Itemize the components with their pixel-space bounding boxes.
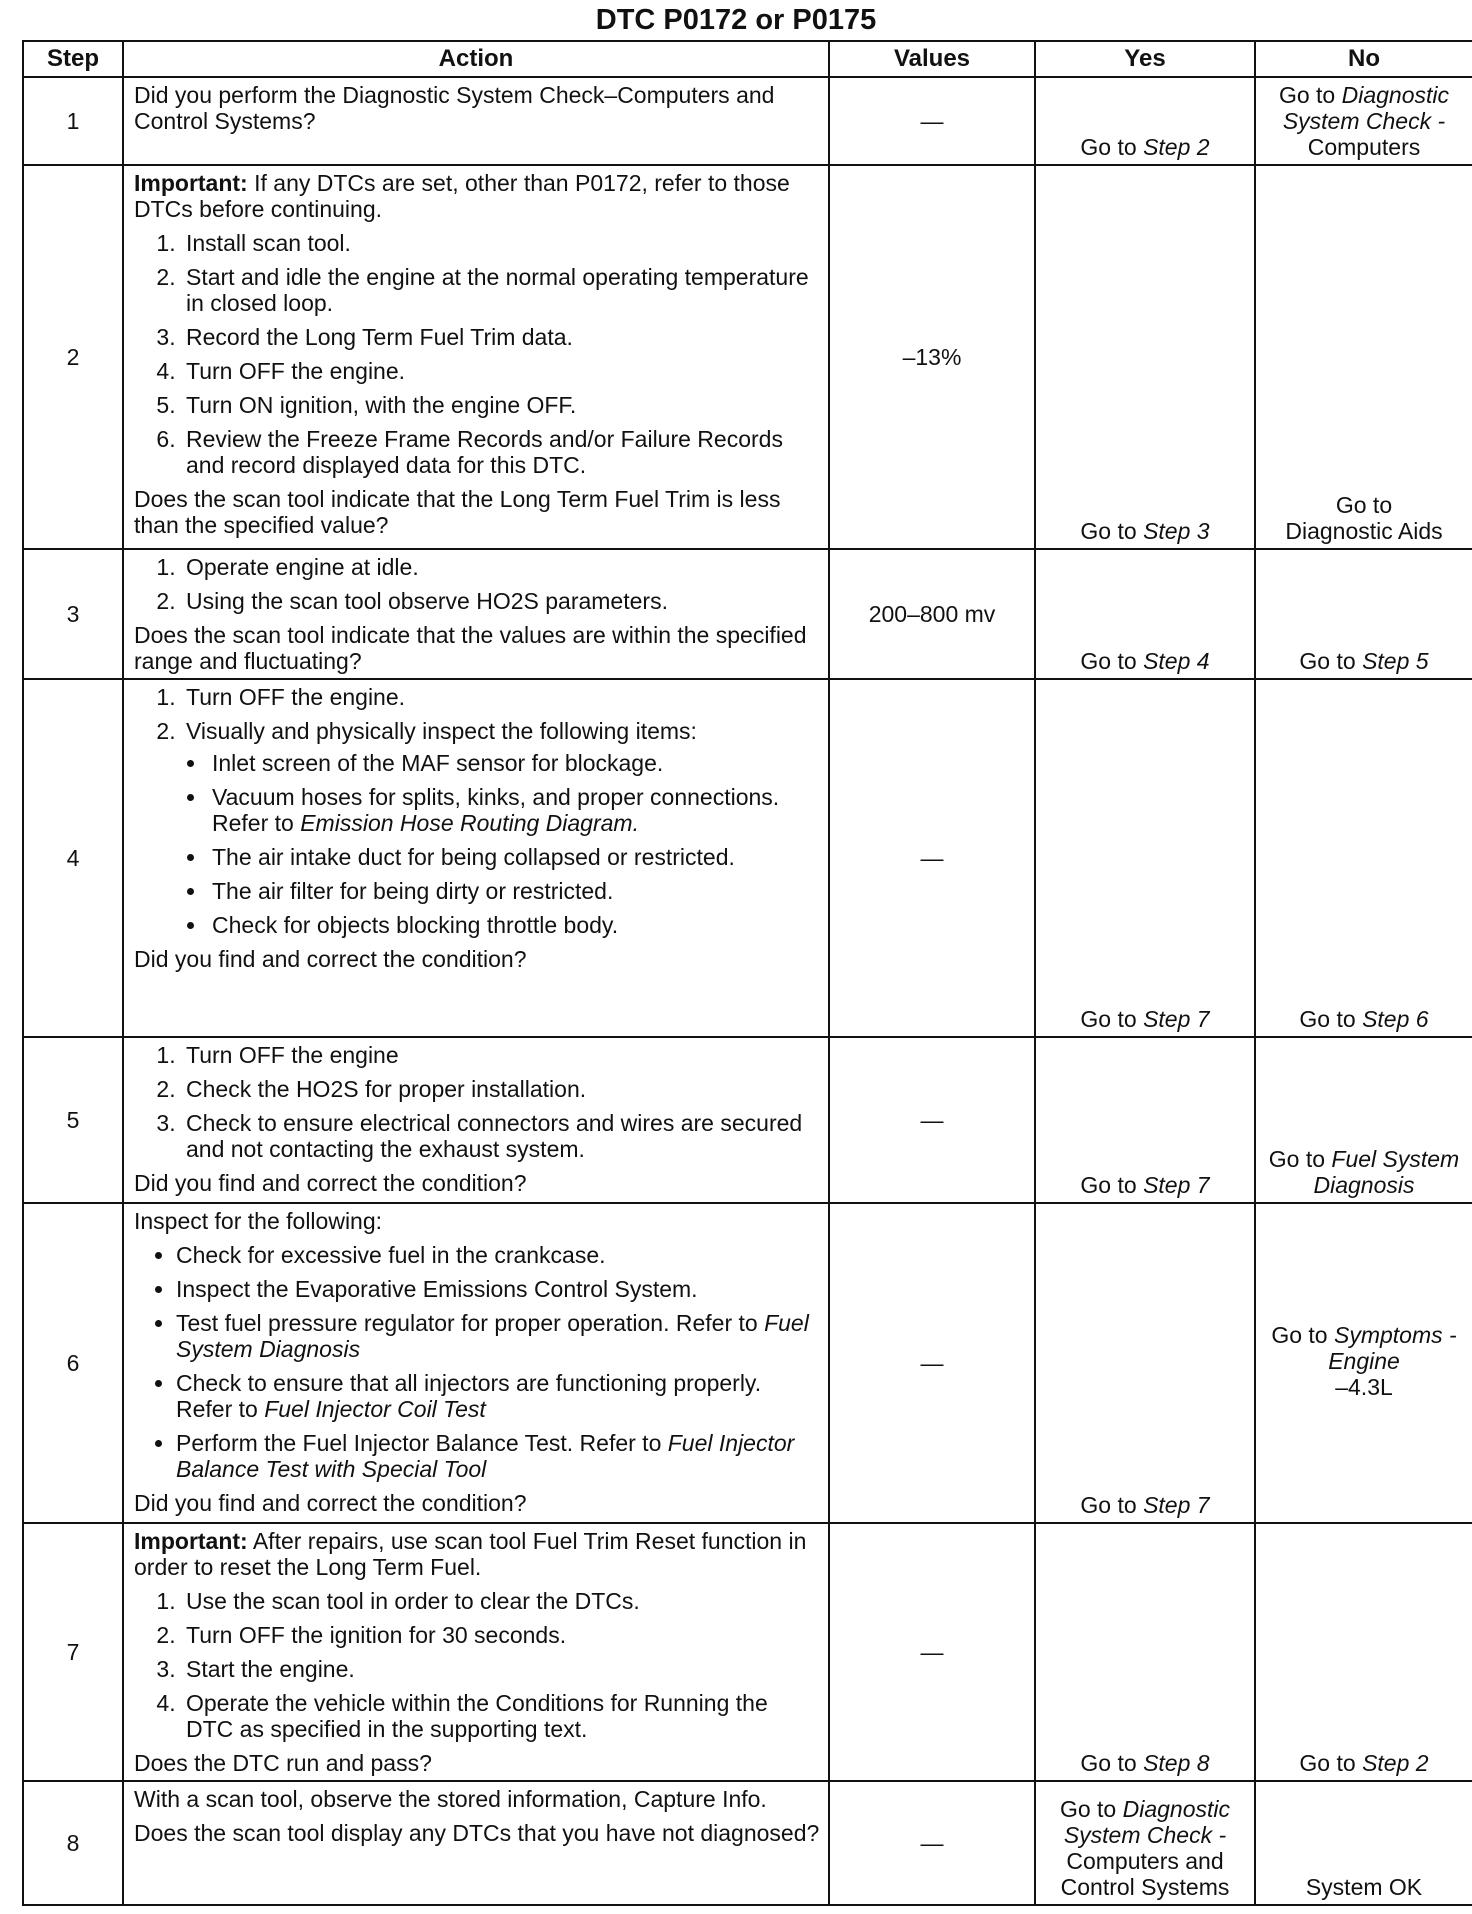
table-row [23, 1781, 1472, 1905]
bullet-item: • Check for objects blocking throttle body. [208, 912, 820, 938]
value-cell: — [829, 77, 1035, 165]
link-tail: Computers and Control Systems [1060, 1848, 1230, 1900]
bullet-text: Test fuel pressure regulator for proper operation. Refer to [176, 1310, 758, 1336]
diagnostic-system-check-link[interactable]: Diagnostic System Check - [1282, 82, 1450, 134]
step-link[interactable]: Step 5 [1362, 648, 1429, 674]
action-question: Did you find and correct the condition? [134, 1490, 527, 1516]
step-number: 6 [23, 1203, 123, 1523]
go-to-label: Go to [1299, 648, 1356, 674]
go-to-label: Go to [1080, 134, 1137, 160]
header-step: Step [23, 41, 123, 77]
list-item-text: Visually and physically inspect the following items: [186, 718, 697, 744]
step-link[interactable]: Step 7 [1143, 1172, 1210, 1198]
list-item: 2. Check the HO2S for proper installation. [182, 1076, 820, 1102]
bullet-item [176, 1310, 820, 1362]
go-to-label: Go to [1080, 518, 1137, 544]
list-item: 3. Check to ensure electrical connectors and wires are secured and not contacting the exhaust system. [182, 1110, 820, 1162]
yes-cell [1035, 1037, 1255, 1203]
list-item: 3. Record the Long Term Fuel Trim data. [182, 324, 820, 350]
list-item: 2. Using the scan tool observe HO2S parameters. [182, 588, 820, 614]
action-cell [123, 1203, 829, 1523]
action-text: With a scan tool, observe the stored information, Capture Info. [134, 1786, 767, 1812]
emission-hose-routing-link[interactable]: Emission Hose Routing Diagram. [300, 810, 639, 836]
go-to-label: Go to [1080, 1750, 1137, 1776]
step-link[interactable]: Step 4 [1143, 648, 1210, 674]
system-ok-text: System OK [1305, 1874, 1423, 1900]
bullet-item: • Inlet screen of the MAF sensor for blockage. [208, 750, 820, 776]
table-row [23, 77, 1472, 165]
header-no: No [1255, 41, 1472, 77]
action-cell [123, 77, 829, 165]
action-cell [123, 679, 829, 1037]
no-cell [1255, 1523, 1472, 1781]
action-cell [123, 1037, 829, 1203]
bullet-text: Perform the Fuel Injector Balance Test. Refer to [176, 1430, 662, 1456]
inspect-intro: Inspect for the following: [134, 1208, 383, 1234]
no-cell [1255, 679, 1472, 1037]
value-cell: — [829, 1037, 1035, 1203]
step-number: 4 [23, 679, 123, 1037]
no-cell [1255, 1781, 1472, 1905]
action-question: Did you perform the Diagnostic System Check–Computers and Control Systems? [134, 82, 775, 134]
step-link[interactable]: Step 2 [1143, 134, 1210, 160]
step-number: 2 [23, 165, 123, 549]
header-yes: Yes [1035, 41, 1255, 77]
no-cell [1255, 1037, 1472, 1203]
go-to-label: Go to [1080, 648, 1137, 674]
important-text: After repairs, use scan tool Fuel Trim Reset function in order to reset the Long Term Fuel. [134, 1528, 807, 1580]
step-number: 5 [23, 1037, 123, 1203]
go-to-label: Go to [1080, 1172, 1137, 1198]
yes-cell [1035, 77, 1255, 165]
go-to-label: Go to [1299, 1006, 1356, 1032]
fuel-injector-coil-test-link[interactable]: Fuel Injector Coil Test [264, 1396, 486, 1422]
table-row [23, 1523, 1472, 1781]
important-note [134, 170, 820, 222]
step-number: 1 [23, 77, 123, 165]
yes-cell [1035, 1523, 1255, 1781]
action-question: Does the scan tool indicate that the values are within the specified range and fluctuating? [134, 622, 807, 674]
fuel-injector-balance-test-link[interactable]: Fuel Injector Balance Test with Special Tool [176, 1430, 795, 1482]
table-row [23, 679, 1472, 1037]
list-item: 4. Operate the vehicle within the Conditions for Running the DTC as specified in the supporting text. [182, 1690, 820, 1742]
go-to-label: Go to [1299, 1750, 1356, 1776]
important-label: Important: [134, 170, 248, 196]
list-item: 2. Turn OFF the ignition for 30 seconds. [182, 1622, 820, 1648]
table-row [23, 1037, 1472, 1203]
action-steps [134, 1588, 820, 1742]
table-row [23, 165, 1472, 549]
link-tail: –4.3L [1335, 1374, 1393, 1400]
step-link[interactable]: Step 3 [1143, 518, 1210, 544]
list-item: 5. Turn ON ignition, with the engine OFF. [182, 392, 820, 418]
action-cell [123, 549, 829, 679]
list-item: 2. Start and idle the engine at the normal operating temperature in closed loop. [182, 264, 820, 316]
list-item [182, 718, 820, 938]
bullet-item [208, 784, 820, 836]
value-cell: –13% [829, 165, 1035, 549]
value-cell: — [829, 1781, 1035, 1905]
list-item: 1. Install scan tool. [182, 230, 820, 256]
action-cell [123, 1523, 829, 1781]
action-question: Did you find and correct the condition? [134, 946, 527, 972]
go-to-label: Go to [1080, 1006, 1137, 1032]
fuel-system-diagnosis-link[interactable]: Fuel System Diagnosis [176, 1310, 809, 1362]
bullet-text: Vacuum hoses for splits, kinks, and proper connections. Refer to [212, 784, 780, 836]
bullet-text: Check to ensure that all injectors are functioning properly. Refer to [176, 1370, 762, 1422]
go-to-label: Go to [1080, 1492, 1137, 1518]
action-question: Does the DTC run and pass? [134, 1750, 432, 1776]
step-link[interactable]: Step 7 [1143, 1492, 1210, 1518]
list-item: 1. Use the scan tool in order to clear the DTCs. [182, 1588, 820, 1614]
go-to-label: Go to [1059, 1796, 1117, 1822]
go-to-label: Go to [1268, 1146, 1326, 1172]
step-link[interactable]: Step 6 [1362, 1006, 1429, 1032]
go-to-label: Go to [1278, 82, 1336, 108]
header-action: Action [123, 41, 829, 77]
value-cell: — [829, 1203, 1035, 1523]
bullet-item [176, 1370, 820, 1422]
important-text: If any DTCs are set, other than P0172, refer to those DTCs before continuing. [134, 170, 790, 222]
header-row [23, 41, 1472, 77]
diagnostic-table [22, 40, 1472, 1906]
important-label: Important: [134, 1528, 248, 1554]
bullet-item: • Check for excessive fuel in the crankcase. [176, 1242, 820, 1268]
no-cell [1255, 549, 1472, 679]
fuel-system-diagnosis-link[interactable]: Fuel System Diagnosis [1313, 1146, 1460, 1198]
table-row [23, 1203, 1472, 1523]
step-link[interactable]: Step 2 [1362, 1750, 1429, 1776]
symptoms-engine-link[interactable]: Symptoms - Engine [1328, 1322, 1457, 1374]
no-cell [1255, 1203, 1472, 1523]
action-question: Does the scan tool display any DTCs that you have not diagnosed? [134, 1820, 820, 1846]
yes-cell [1035, 1781, 1255, 1905]
link-tail: Computers [1307, 134, 1421, 160]
action-question: Did you find and correct the condition? [134, 1170, 527, 1196]
action-steps [134, 230, 820, 478]
yes-cell [1035, 1203, 1255, 1523]
inspection-bullets [134, 1242, 820, 1482]
diagnostic-aids-link[interactable]: Diagnostic Aids [1285, 518, 1443, 544]
page-title: DTC P0172 or P0175 [595, 4, 877, 36]
action-steps [134, 554, 820, 614]
action-steps [134, 1042, 820, 1162]
go-to-label: Go to [1271, 1322, 1328, 1348]
no-cell [1255, 77, 1472, 165]
bullet-item: • The air filter for being dirty or restricted. [208, 878, 820, 904]
yes-cell [1035, 165, 1255, 549]
diagnostic-system-check-link[interactable]: Diagnostic System Check - [1063, 1796, 1231, 1848]
value-cell: — [829, 1523, 1035, 1781]
step-link[interactable]: Step 8 [1143, 1750, 1210, 1776]
yes-cell [1035, 549, 1255, 679]
step-number: 7 [23, 1523, 123, 1781]
list-item: 3. Start the engine. [182, 1656, 820, 1682]
bullet-item: • The air intake duct for being collapsed or restricted. [208, 844, 820, 870]
yes-cell [1035, 679, 1255, 1037]
list-item: 1. Turn OFF the engine [182, 1042, 820, 1068]
header-values: Values [829, 41, 1035, 77]
value-cell: 200–800 mv [829, 549, 1035, 679]
step-number: 8 [23, 1781, 123, 1905]
list-item: 1. Turn OFF the engine. [182, 684, 820, 710]
inspection-bullets [186, 750, 820, 938]
list-item: 4. Turn OFF the engine. [182, 358, 820, 384]
table-row [23, 549, 1472, 679]
step-number: 3 [23, 549, 123, 679]
action-question: Does the scan tool indicate that the Long Term Fuel Trim is less than the specified value? [134, 486, 781, 538]
list-item: 1. Operate engine at idle. [182, 554, 820, 580]
list-item: 6. Review the Freeze Frame Records and/or Failure Records and record displayed data for this DTC. [182, 426, 820, 478]
no-cell [1255, 165, 1472, 549]
step-link[interactable]: Step 7 [1143, 1006, 1210, 1032]
important-note [134, 1528, 820, 1580]
go-to-label: Go to [1335, 492, 1393, 518]
value-cell: — [829, 679, 1035, 1037]
action-steps [134, 684, 820, 938]
action-cell [123, 1781, 829, 1905]
action-cell [123, 165, 829, 549]
bullet-item: • Inspect the Evaporative Emissions Control System. [176, 1276, 820, 1302]
bullet-item [176, 1430, 820, 1482]
